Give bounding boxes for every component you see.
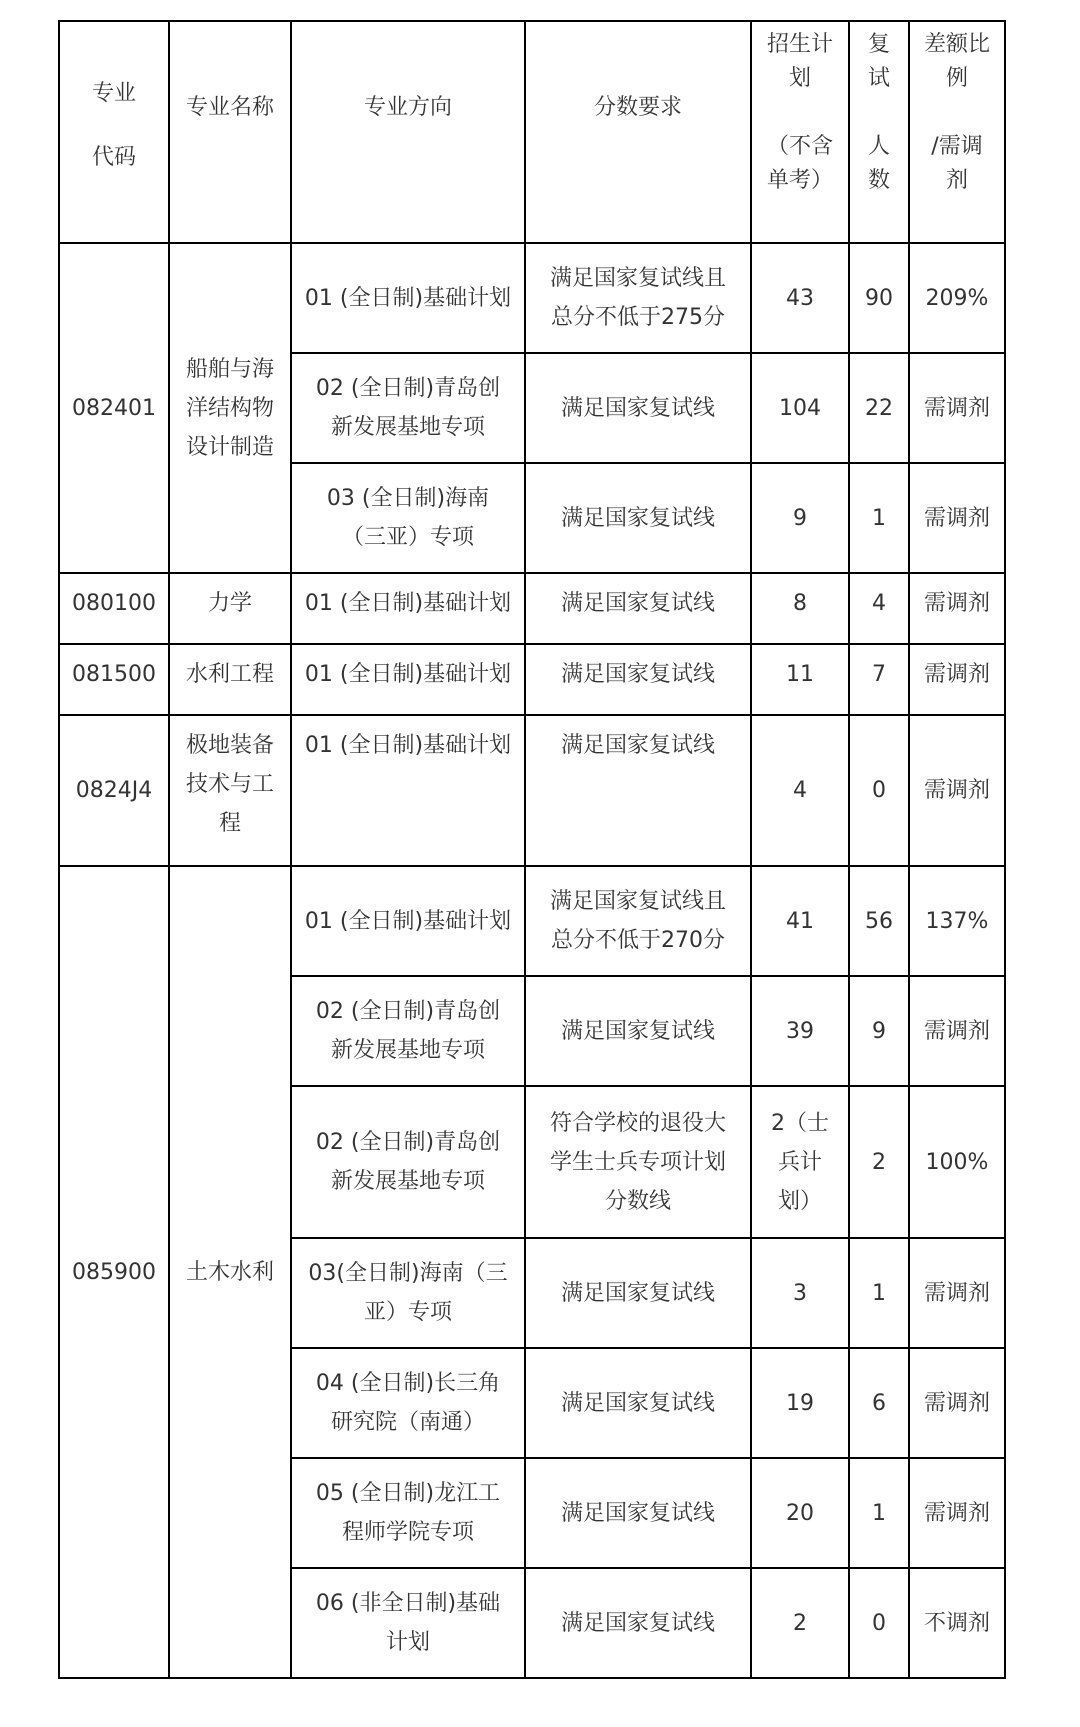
cell-interview: 9 xyxy=(849,976,909,1086)
cell-name: 土木水利 xyxy=(169,866,291,1678)
admission-table xyxy=(58,20,1006,1679)
cell-direction: 01 (全日制)基础计划 xyxy=(291,243,525,353)
cell-direction: 03(全日制)海南（三 亚）专项 xyxy=(291,1238,525,1348)
cell-code: 085900 xyxy=(59,866,169,1678)
cell-ratio: 需调剂 xyxy=(909,644,1005,715)
header-interview: 复 试 人 数 xyxy=(849,21,909,243)
cell-interview: 90 xyxy=(849,243,909,353)
cell-interview: 0 xyxy=(849,715,909,866)
table-row xyxy=(59,866,1005,976)
header-plan: 招生计 划 （不含 单考） xyxy=(751,21,849,243)
cell-name: 极地装备 技术与工 程 xyxy=(169,715,291,866)
cell-direction: 01 (全日制)基础计划 xyxy=(291,715,525,866)
header-direction: 专业方向 xyxy=(291,21,525,243)
cell-plan: 39 xyxy=(751,976,849,1086)
cell-plan: 2 xyxy=(751,1568,849,1678)
cell-ratio: 需调剂 xyxy=(909,715,1005,866)
table-row xyxy=(59,644,1005,715)
cell-plan: 19 xyxy=(751,1348,849,1458)
cell-score: 满足国家复试线且 总分不低于275分 xyxy=(525,243,751,353)
cell-ratio: 不调剂 xyxy=(909,1568,1005,1678)
cell-direction: 04 (全日制)长三角 研究院（南通） xyxy=(291,1348,525,1458)
cell-code: 080100 xyxy=(59,573,169,644)
cell-score: 满足国家复试线 xyxy=(525,715,751,866)
cell-score: 满足国家复试线 xyxy=(525,463,751,573)
cell-plan: 4 xyxy=(751,715,849,866)
cell-interview: 0 xyxy=(849,1568,909,1678)
cell-interview: 1 xyxy=(849,463,909,573)
cell-plan: 8 xyxy=(751,573,849,644)
cell-direction: 05 (全日制)龙江工 程师学院专项 xyxy=(291,1458,525,1568)
cell-ratio: 需调剂 xyxy=(909,573,1005,644)
cell-ratio: 需调剂 xyxy=(909,1348,1005,1458)
cell-direction: 01 (全日制)基础计划 xyxy=(291,866,525,976)
cell-score: 满足国家复试线且 总分不低于270分 xyxy=(525,866,751,976)
cell-plan: 3 xyxy=(751,1238,849,1348)
cell-direction: 03 (全日制)海南 （三亚）专项 xyxy=(291,463,525,573)
cell-score: 符合学校的退役大 学生士兵专项计划 分数线 xyxy=(525,1086,751,1238)
cell-direction: 02 (全日制)青岛创 新发展基地专项 xyxy=(291,353,525,463)
cell-plan: 104 xyxy=(751,353,849,463)
cell-ratio: 209% xyxy=(909,243,1005,353)
cell-code: 082401 xyxy=(59,243,169,573)
cell-ratio: 137% xyxy=(909,866,1005,976)
cell-direction: 01 (全日制)基础计划 xyxy=(291,644,525,715)
cell-name: 力学 xyxy=(169,573,291,644)
cell-interview: 7 xyxy=(849,644,909,715)
table-row xyxy=(59,573,1005,644)
header-ratio: 差额比 例 /需调 剂 xyxy=(909,21,1005,243)
cell-plan: 20 xyxy=(751,1458,849,1568)
cell-score: 满足国家复试线 xyxy=(525,573,751,644)
cell-ratio: 需调剂 xyxy=(909,353,1005,463)
cell-score: 满足国家复试线 xyxy=(525,976,751,1086)
header-score: 分数要求 xyxy=(525,21,751,243)
header-code: 专业 代码 xyxy=(59,21,169,243)
cell-plan: 11 xyxy=(751,644,849,715)
cell-interview: 6 xyxy=(849,1348,909,1458)
cell-score: 满足国家复试线 xyxy=(525,1568,751,1678)
cell-interview: 56 xyxy=(849,866,909,976)
cell-interview: 1 xyxy=(849,1238,909,1348)
cell-name: 水利工程 xyxy=(169,644,291,715)
cell-direction: 06 (非全日制)基础 计划 xyxy=(291,1568,525,1678)
cell-interview: 2 xyxy=(849,1086,909,1238)
cell-score: 满足国家复试线 xyxy=(525,1458,751,1568)
cell-plan: 41 xyxy=(751,866,849,976)
cell-score: 满足国家复试线 xyxy=(525,1348,751,1458)
table-header-row xyxy=(59,21,1005,243)
cell-ratio: 需调剂 xyxy=(909,976,1005,1086)
cell-score: 满足国家复试线 xyxy=(525,353,751,463)
cell-interview: 4 xyxy=(849,573,909,644)
cell-score: 满足国家复试线 xyxy=(525,644,751,715)
table-row xyxy=(59,715,1005,866)
cell-ratio: 100% xyxy=(909,1086,1005,1238)
cell-code: 0824J4 xyxy=(59,715,169,866)
cell-plan: 43 xyxy=(751,243,849,353)
cell-score: 满足国家复试线 xyxy=(525,1238,751,1348)
cell-direction: 02 (全日制)青岛创 新发展基地专项 xyxy=(291,976,525,1086)
header-name: 专业名称 xyxy=(169,21,291,243)
cell-ratio: 需调剂 xyxy=(909,463,1005,573)
table-row xyxy=(59,243,1005,353)
cell-direction: 01 (全日制)基础计划 xyxy=(291,573,525,644)
cell-direction: 02 (全日制)青岛创 新发展基地专项 xyxy=(291,1086,525,1238)
cell-ratio: 需调剂 xyxy=(909,1238,1005,1348)
cell-ratio: 需调剂 xyxy=(909,1458,1005,1568)
cell-code: 081500 xyxy=(59,644,169,715)
cell-name: 船舶与海 洋结构物 设计制造 xyxy=(169,243,291,573)
cell-interview: 22 xyxy=(849,353,909,463)
cell-interview: 1 xyxy=(849,1458,909,1568)
cell-plan: 2（士 兵计 划） xyxy=(751,1086,849,1238)
cell-plan: 9 xyxy=(751,463,849,573)
